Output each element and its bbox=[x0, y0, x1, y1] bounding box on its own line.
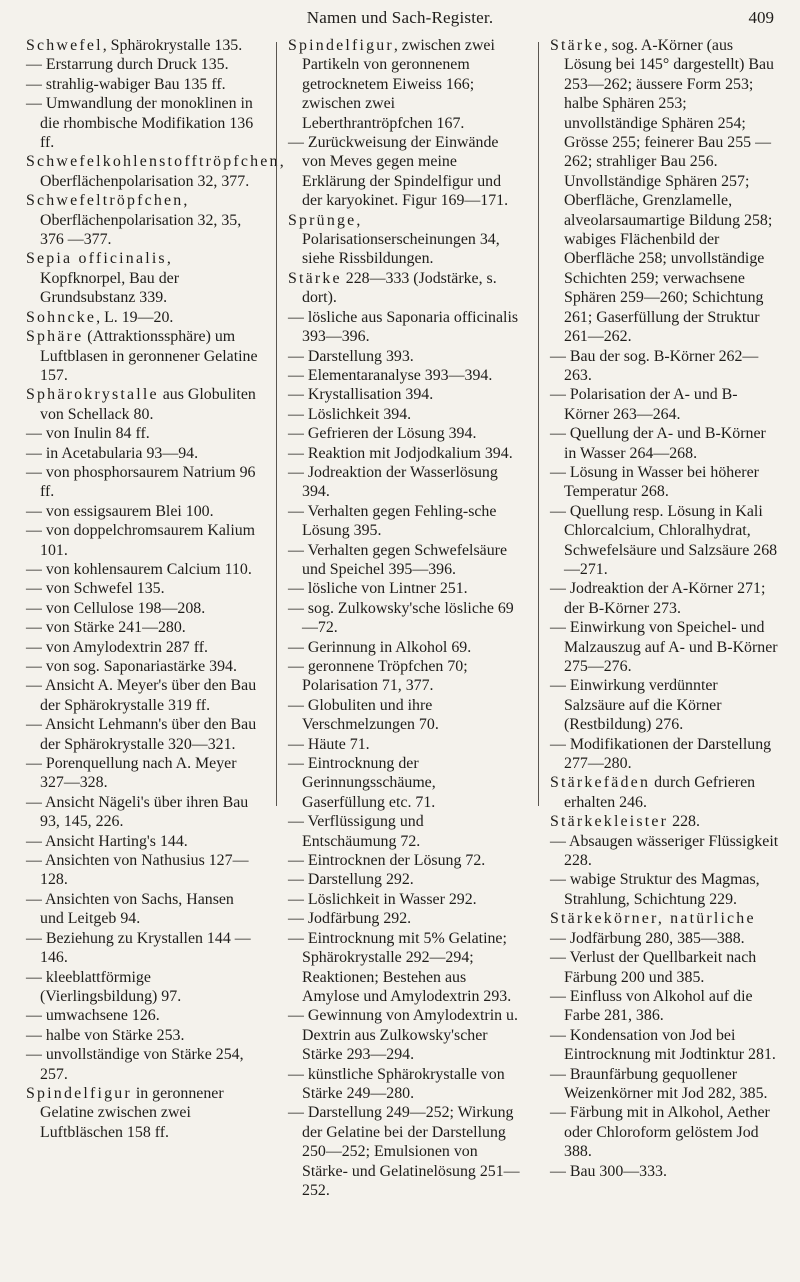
entry-text: — Bau 300—333. bbox=[550, 1162, 667, 1180]
index-entry bbox=[26, 521, 258, 560]
entry-headword: Schwefel bbox=[26, 37, 103, 54]
entry-text: durch Gefrieren erhalten 246. bbox=[564, 774, 756, 811]
entry-headword: Stärkekleister bbox=[550, 813, 669, 831]
entry-text: — sog. Zulkowsky'sche lösliche 69—72. bbox=[288, 599, 514, 637]
entry-text: — von Cellulose 198—208. bbox=[26, 599, 206, 617]
index-entry bbox=[550, 1103, 782, 1161]
index-entry bbox=[26, 618, 258, 637]
index-entry bbox=[550, 676, 782, 734]
entry-text: — Absaugen wässeriger Flüssigkeit 228. bbox=[550, 832, 779, 870]
index-entry bbox=[26, 55, 258, 74]
entry-text: — Darstellung 393. bbox=[288, 347, 414, 365]
entry-text: — Elementaranalyse 393—394. bbox=[288, 366, 493, 384]
entry-text: — von phosphorsaurem Natrium 96 ff. bbox=[26, 463, 256, 501]
entry-text: — von Inulin 84 ff. bbox=[26, 425, 150, 443]
index-entry bbox=[288, 1103, 520, 1200]
entry-text: — halbe von Stärke 253. bbox=[26, 1026, 185, 1044]
entry-text: 228. bbox=[668, 813, 700, 831]
entry-text: , sog. A-Körner (aus Lösung bei 145° dargestellt) Bau 253—262; äussere Form 253; halbe Sphären 253; unvollständige Sphären 254; Grösse 255; feinerer Bau 255 —262; strahliger Bau 256. Unvollständige Sphären 257; Oberfläche, Grenzlamelle, alveolarsaumartige Bildung 258; wabiges Flächenbild der Oberfläche 258; unvollständige Schichten 259; verwachsene Sphären 259—260; Schichtung 261; Gaserfüllung der Struktur 261—262. bbox=[564, 37, 774, 346]
entry-text: — Quellung resp. Lösung in Kali Chlorcalcium, Chloralhydrat, Schwefelsäure und Salzsäure 268—271. bbox=[550, 502, 778, 578]
entry-text: — Jodfärbung 292. bbox=[288, 910, 412, 928]
index-column-1 bbox=[26, 36, 284, 1142]
entry-text: — lösliche aus Saponaria officinalis 393—396. bbox=[288, 308, 519, 346]
index-entry bbox=[26, 308, 258, 327]
entry-text: — Polarisation der A- und B-Körner 263—264. bbox=[550, 386, 738, 423]
index-entry bbox=[26, 832, 258, 851]
running-head: Namen und Sach-Register. bbox=[306, 8, 494, 27]
index-entry bbox=[288, 133, 520, 211]
index-entry bbox=[26, 424, 258, 443]
entry-text: — Einwirkung verdünnter Salzsäure auf die Körner (Restbildung) 276. bbox=[550, 677, 722, 734]
entry-text: — Verflüssigung und Entschäumung 72. bbox=[288, 813, 424, 850]
index-entry bbox=[26, 676, 258, 715]
index-entry bbox=[550, 502, 782, 580]
entry-text: , Kopfknorpel, Bau der Grundsubstanz 339. bbox=[40, 250, 180, 307]
entry-text: — Quellung der A- und B-Körner in Wasser 264—268. bbox=[550, 425, 766, 462]
index-entry bbox=[288, 1065, 520, 1104]
index-entry bbox=[288, 599, 520, 638]
entry-text: — Gefrieren der Lösung 394. bbox=[288, 425, 477, 443]
index-entry bbox=[26, 249, 258, 307]
index-entry bbox=[550, 1162, 782, 1181]
entry-text: , Sphärokrystalle 135. bbox=[102, 37, 243, 54]
index-entry bbox=[26, 444, 258, 463]
entry-text: — Reaktion mit Jodjodkalium 394. bbox=[288, 444, 513, 462]
index-entry bbox=[26, 715, 258, 754]
index-entry bbox=[288, 502, 520, 541]
entry-text: aus Globuliten von Schellack 80. bbox=[40, 386, 256, 423]
index-entry bbox=[26, 1026, 258, 1045]
entry-text: in geronnener Gelatine zwischen zwei Luftbläschen 158 ff. bbox=[40, 1084, 224, 1141]
entry-text: — Umwandlung der monoklinen in die rhombische Modifikation 136 ff. bbox=[26, 95, 254, 152]
entry-headword: Stärkefäden bbox=[550, 774, 651, 792]
entry-text: — Braunfärbung gequollener Weizenkörner mit Jod 282, 385. bbox=[550, 1065, 768, 1102]
index-entry bbox=[550, 347, 782, 386]
index-entry bbox=[26, 502, 258, 521]
entry-text: — Krystallisation 394. bbox=[288, 386, 434, 404]
index-entry bbox=[550, 735, 782, 774]
entry-text: — Eintrocknen der Lösung 72. bbox=[288, 852, 486, 870]
index-entry bbox=[550, 618, 782, 676]
entry-text: — Ansicht Lehmann's über den Bau der Sphärokrystalle 320—321. bbox=[26, 716, 257, 753]
entry-text: — Globuliten und ihre Verschmelzungen 70. bbox=[288, 696, 439, 734]
entry-text: — umwachsene 126. bbox=[26, 1007, 160, 1025]
entry-text: , L. 19—20. bbox=[96, 308, 174, 326]
entry-headword: Stärke bbox=[288, 269, 342, 287]
index-entry bbox=[288, 851, 520, 870]
entry-text: — Ansicht A. Meyer's über den Bau der Sphärokrystalle 319 ff. bbox=[26, 677, 257, 714]
entry-text: — Färbung mit in Alkohol, Aether oder Chloroform gelöstem Jod 388. bbox=[550, 1104, 770, 1161]
entry-text: — Modifikationen der Darstellung 277—280. bbox=[550, 735, 772, 773]
index-entry bbox=[288, 657, 520, 696]
entry-headword: Schwefeltröpfchen bbox=[26, 192, 184, 210]
entry-text: — wabige Struktur des Magmas, Strahlung, Schichtung 229. bbox=[550, 871, 760, 908]
entry-text: — Erstarrung durch Druck 135. bbox=[26, 56, 229, 74]
entry-text: — von doppelchromsaurem Kalium 101. bbox=[26, 522, 256, 559]
index-entry bbox=[26, 152, 284, 191]
index-entry bbox=[288, 870, 520, 889]
index-entry bbox=[288, 541, 520, 580]
index-entry bbox=[288, 347, 520, 366]
entry-text: — Gerinnung in Alkohol 69. bbox=[288, 638, 472, 656]
index-entry bbox=[26, 1084, 258, 1142]
entry-text: — Bau der sog. B-Körner 262—263. bbox=[550, 347, 759, 384]
index-entry bbox=[288, 308, 520, 347]
entry-text: — Häute 71. bbox=[288, 735, 370, 753]
entry-text: — Eintrocknung mit 5% Gelatine; Sphärokrystalle 292—294; Reaktionen; Bestehen aus Amylose und Amylodextrin 293. bbox=[288, 929, 512, 1005]
entry-text: — Verlust der Quellbarkeit nach Färbung 200 und 385. bbox=[550, 949, 757, 986]
entry-headword: Stärke bbox=[550, 37, 604, 54]
index-entry bbox=[26, 754, 258, 793]
entry-headword: Spindelfigur bbox=[288, 37, 394, 54]
entry-text: — Ansicht Nägeli's über ihren Bau 93, 145, 226. bbox=[26, 793, 249, 831]
entry-text: — Jodfärbung 280, 385—388. bbox=[550, 929, 745, 947]
index-entry bbox=[288, 424, 520, 443]
entry-headword: Sohncke bbox=[26, 308, 97, 326]
entry-text: — Beziehung zu Krystallen 144 —146. bbox=[26, 929, 251, 967]
index-entry bbox=[288, 909, 520, 928]
index-entry bbox=[288, 385, 520, 404]
index-entry bbox=[550, 36, 782, 347]
index-entry bbox=[26, 851, 258, 890]
index-columns bbox=[26, 36, 782, 1236]
index-entry bbox=[288, 929, 520, 1007]
entry-text: — Kondensation von Jod bei Eintrocknung mit Jodtinktur 281. bbox=[550, 1026, 776, 1064]
entry-text: — Gewinnung von Amylodextrin u. Dextrin aus Zulkowsky'scher Stärke 293—294. bbox=[288, 1007, 518, 1064]
entry-headword: Stärkekörner, natürliche bbox=[550, 910, 756, 928]
index-entry bbox=[288, 444, 520, 463]
index-entry bbox=[550, 870, 782, 909]
index-entry bbox=[550, 832, 782, 871]
entry-headword: Sepia officinalis bbox=[26, 250, 167, 268]
index-entry bbox=[288, 579, 520, 598]
index-entry bbox=[550, 812, 782, 831]
index-entry bbox=[26, 36, 258, 55]
index-entry bbox=[550, 424, 782, 463]
index-entry bbox=[288, 890, 520, 909]
column-rule bbox=[276, 42, 277, 806]
entry-text: — Darstellung 249—252; Wirkung der Gelatine bei der Darstellung 250—252; Emulsionen von Stärke- und Gelatinelösung 251—252. bbox=[288, 1104, 520, 1199]
entry-text: — von kohlensaurem Calcium 110. bbox=[26, 560, 252, 578]
index-column-3 bbox=[550, 36, 782, 1181]
entry-text: — Löslichkeit 394. bbox=[288, 405, 412, 423]
index-entry bbox=[26, 890, 258, 929]
entry-text: — Darstellung 292. bbox=[288, 871, 414, 889]
entry-text: — Verhalten gegen Schwefelsäure und Speichel 395—396. bbox=[288, 541, 507, 578]
index-entry bbox=[26, 191, 258, 249]
index-entry bbox=[288, 1006, 520, 1064]
entry-text: — in Acetabularia 93—94. bbox=[26, 444, 199, 462]
entry-text: , Oberflächenpolarisation 32, 377. bbox=[40, 153, 284, 190]
index-entry bbox=[26, 385, 258, 424]
index-entry bbox=[26, 560, 258, 579]
index-entry bbox=[288, 211, 520, 269]
entry-text: — unvollständige von Stärke 254, 257. bbox=[26, 1046, 244, 1083]
index-entry bbox=[288, 754, 520, 812]
index-entry bbox=[26, 327, 258, 385]
index-entry bbox=[26, 657, 258, 676]
index-entry bbox=[26, 1006, 258, 1025]
entry-text: — Porenquellung nach A. Meyer 327—328. bbox=[26, 755, 237, 792]
index-entry bbox=[550, 1026, 782, 1065]
index-entry bbox=[550, 948, 782, 987]
entry-text: — geronnene Tröpfchen 70; Polarisation 71, 377. bbox=[288, 658, 468, 695]
index-entry bbox=[550, 909, 782, 928]
column-rule bbox=[538, 42, 539, 806]
index-entry bbox=[288, 696, 520, 735]
index-entry bbox=[550, 987, 782, 1026]
entry-text: — Jodreaktion der A-Körner 271; der B-Körner 273. bbox=[550, 580, 766, 617]
index-entry bbox=[550, 385, 782, 424]
entry-text: — von Schwefel 135. bbox=[26, 580, 165, 598]
entry-text: — künstliche Sphärokrystalle von Stärke 249—280. bbox=[288, 1065, 505, 1102]
entry-headword: Spindelfigur bbox=[26, 1084, 132, 1102]
entry-text: , Polarisationserscheinungen 34, siehe Rissbildungen. bbox=[302, 211, 500, 268]
entry-text: , zwischen zwei Partikeln von geronnenem getrocknetem Eiweiss 166; zwischen zwei Leberthrantröpfchen 167. bbox=[302, 37, 495, 132]
entry-text: — kleeblattförmige (Vierlingsbildung) 97. bbox=[26, 968, 182, 1005]
entry-headword: Sprünge bbox=[288, 211, 357, 229]
entry-headword: Sphäre bbox=[26, 328, 84, 346]
index-entry bbox=[26, 793, 258, 832]
entry-text: — von sog. Saponariastärke 394. bbox=[26, 658, 237, 675]
entry-text: — lösliche von Lintner 251. bbox=[288, 580, 468, 598]
index-entry bbox=[550, 463, 782, 502]
index-entry bbox=[26, 1045, 258, 1084]
entry-text: — Jodreaktion der Wasserlösung 394. bbox=[288, 463, 498, 501]
index-entry bbox=[288, 638, 520, 657]
index-entry bbox=[26, 968, 258, 1007]
entry-text: — von Amylodextrin 287 ff. bbox=[26, 638, 208, 656]
index-column-2 bbox=[288, 36, 520, 1200]
entry-text: — Zurückweisung der Einwände von Meves gegen meine Erklärung der Spindelfigur und der karyokinet. Figur 169—171. bbox=[288, 134, 509, 210]
index-entry bbox=[288, 269, 520, 308]
index-entry bbox=[26, 94, 258, 152]
index-entry bbox=[26, 579, 258, 598]
entry-text: — Löslichkeit in Wasser 292. bbox=[288, 890, 477, 908]
page-number: 409 bbox=[748, 8, 774, 27]
entry-text: — Ansicht Harting's 144. bbox=[26, 832, 188, 850]
entry-text: — Einwirkung von Speichel- und Malzauszug auf A- und B-Körner 275—276. bbox=[550, 619, 778, 675]
index-entry bbox=[288, 812, 520, 851]
page-header bbox=[0, 4, 800, 32]
entry-text: — Ansichten von Sachs, Hansen und Leitgeb 94. bbox=[26, 890, 234, 928]
index-entry bbox=[288, 735, 520, 754]
entry-headword: Schwefelkohlenstofftröpfchen bbox=[26, 153, 280, 171]
entry-headword: Sphärokrystalle bbox=[26, 386, 159, 404]
entry-text: — Einfluss von Alkohol auf die Farbe 281, 386. bbox=[550, 987, 753, 1025]
entry-text: 228—333 (Jodstärke, s. dort). bbox=[302, 269, 497, 307]
entry-text: — Ansichten von Nathusius 127—128. bbox=[26, 852, 249, 889]
entry-text: — strahlig-wabiger Bau 135 ff. bbox=[26, 75, 226, 93]
entry-text: — Verhalten gegen Fehling-sche Lösung 395. bbox=[288, 502, 497, 540]
index-entry bbox=[288, 36, 520, 133]
entry-text: — Lösung in Wasser bei höherer Temperatur 268. bbox=[550, 463, 759, 501]
entry-text: — Eintrocknung der Gerinnungsschäume, Gaserfüllung etc. 71. bbox=[288, 755, 436, 811]
index-entry bbox=[550, 929, 782, 948]
index-entry bbox=[26, 599, 258, 618]
entry-text: — von Stärke 241—280. bbox=[26, 619, 186, 637]
entry-text: — von essigsaurem Blei 100. bbox=[26, 502, 214, 520]
index-entry bbox=[26, 463, 258, 502]
index-entry bbox=[288, 405, 520, 424]
index-entry bbox=[550, 773, 782, 812]
entry-text: (Attraktionssphäre) um Luftblasen in geronnener Gelatine 157. bbox=[40, 328, 258, 384]
index-entry bbox=[26, 638, 258, 657]
index-entry bbox=[26, 75, 258, 94]
index-entry bbox=[288, 463, 520, 502]
entry-text: , Oberflächenpolarisation 32, 35, 376 —377. bbox=[40, 192, 242, 249]
index-entry bbox=[550, 579, 782, 618]
index-entry bbox=[288, 366, 520, 385]
index-entry bbox=[550, 1065, 782, 1104]
index-entry bbox=[26, 929, 258, 968]
